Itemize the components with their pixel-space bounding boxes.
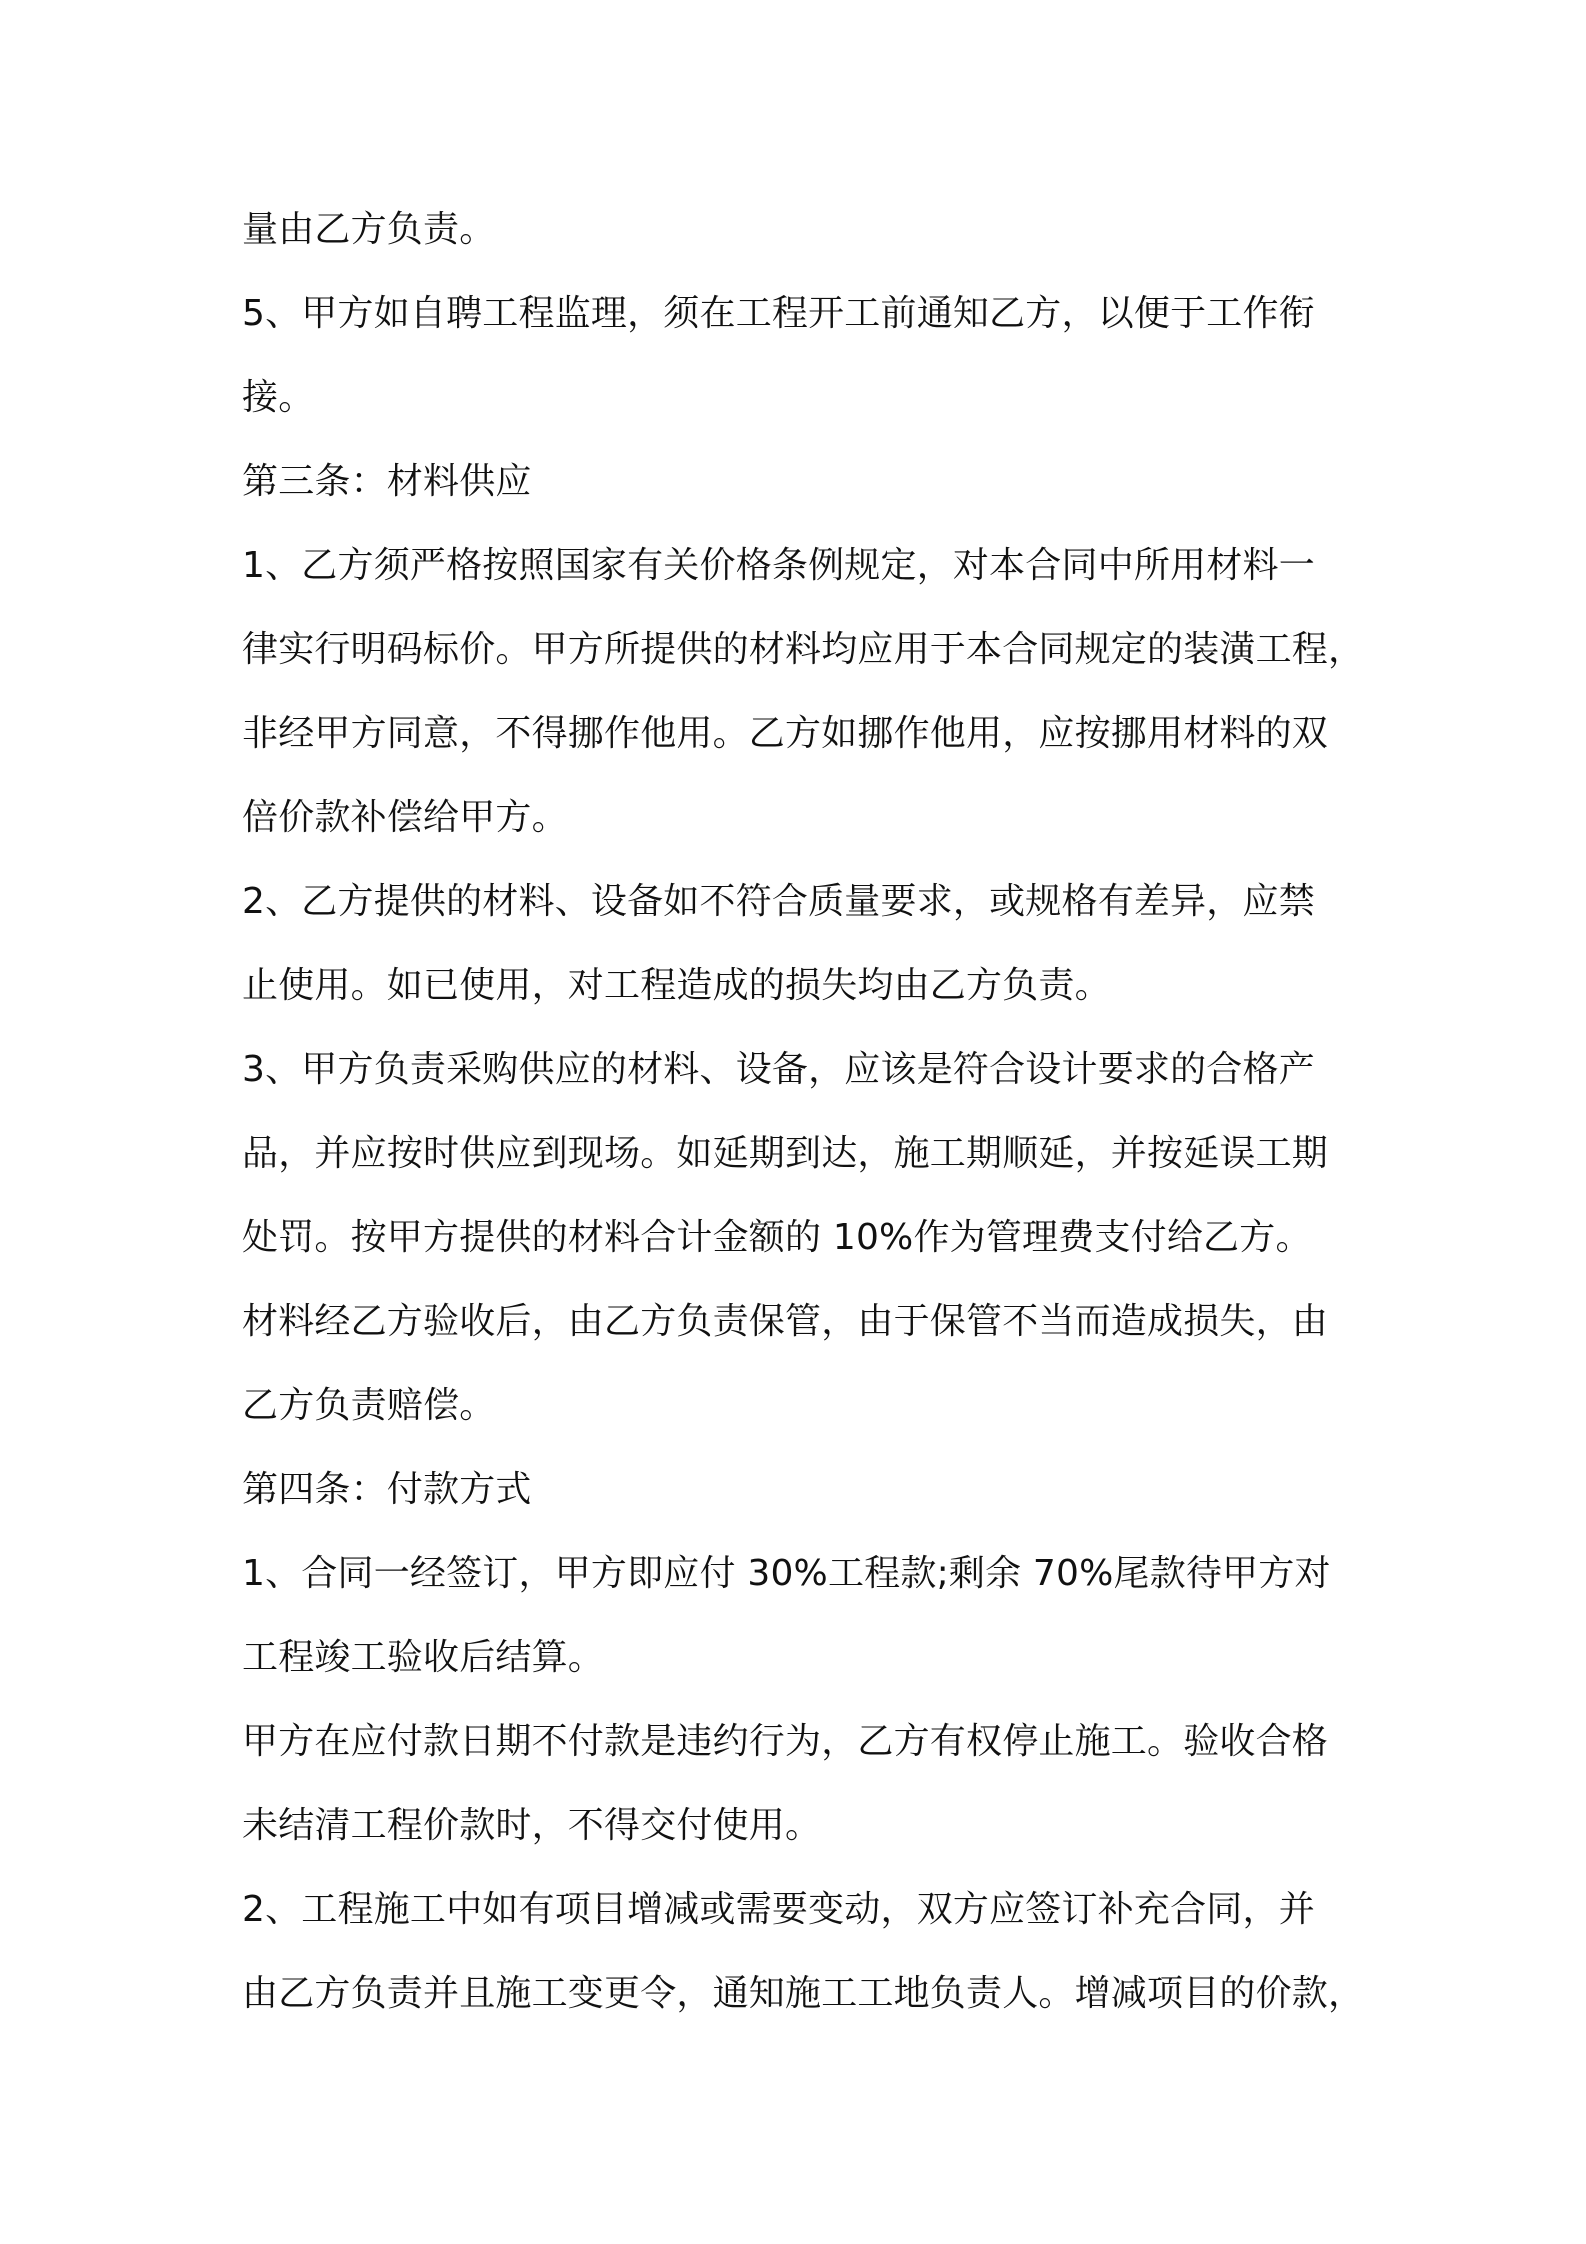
text-line-10: 止使用。如已使用，对工程造成的损失均由乙方负责。 — [242, 965, 1111, 1006]
text-line-19: 甲方在应付款日期不付款是违约行为，乙方有权停止施工。验收合格 — [242, 1721, 1329, 1762]
text-line-21: 2、工程施工中如有项目增减或需要变动，双方应签订补充合同，并 — [242, 1889, 1315, 1930]
text-line-12: 品，并应按时供应到现场。如延期到达，施工期顺延，并按延误工期 — [242, 1133, 1329, 1174]
text-line-15: 乙方负责赔偿。 — [242, 1385, 496, 1426]
text-line-20: 未结清工程价款时，不得交付使用。 — [242, 1805, 822, 1846]
text-line-9: 2、乙方提供的材料、设备如不符合质量要求，或规格有差异，应禁 — [242, 881, 1315, 922]
text-line-1: 量由乙方负责。 — [242, 209, 496, 250]
text-line-17: 1、合同一经签订，甲方即应付 30%工程款;剩余 70%尾款待甲方对 — [242, 1553, 1331, 1594]
text-line-3: 接。 — [242, 377, 315, 418]
text-line-6: 律实行明码标价。甲方所提供的材料均应用于本合同规定的装潢工程， — [242, 629, 1365, 670]
text-line-18: 工程竣工验收后结算。 — [242, 1637, 605, 1678]
text-line-2: 5、甲方如自聘工程监理，须在工程开工前通知乙方，以便于工作衔 — [242, 293, 1315, 334]
text-line-14: 材料经乙方验收后，由乙方负责保管，由于保管不当而造成损失，由 — [242, 1301, 1329, 1342]
text-line-13: 处罚。按甲方提供的材料合计金额的 10%作为管理费支付给乙方。 — [242, 1217, 1312, 1258]
text-line-11: 3、甲方负责采购供应的材料、设备，应该是符合设计要求的合格产 — [242, 1049, 1315, 1090]
section-heading-payment: 第四条：付款方式 — [242, 1469, 532, 1510]
text-line-7: 非经甲方同意，不得挪作他用。乙方如挪作他用，应按挪用材料的双 — [242, 713, 1329, 754]
text-line-22: 由乙方负责并且施工变更令，通知施工工地负责人。增减项目的价款， — [242, 1973, 1365, 2014]
text-line-8: 倍价款补偿给甲方。 — [242, 797, 568, 838]
text-line-5: 1、乙方须严格按照国家有关价格条例规定，对本合同中所用材料一 — [242, 545, 1315, 586]
section-heading-materials: 第三条：材料供应 — [242, 461, 532, 502]
